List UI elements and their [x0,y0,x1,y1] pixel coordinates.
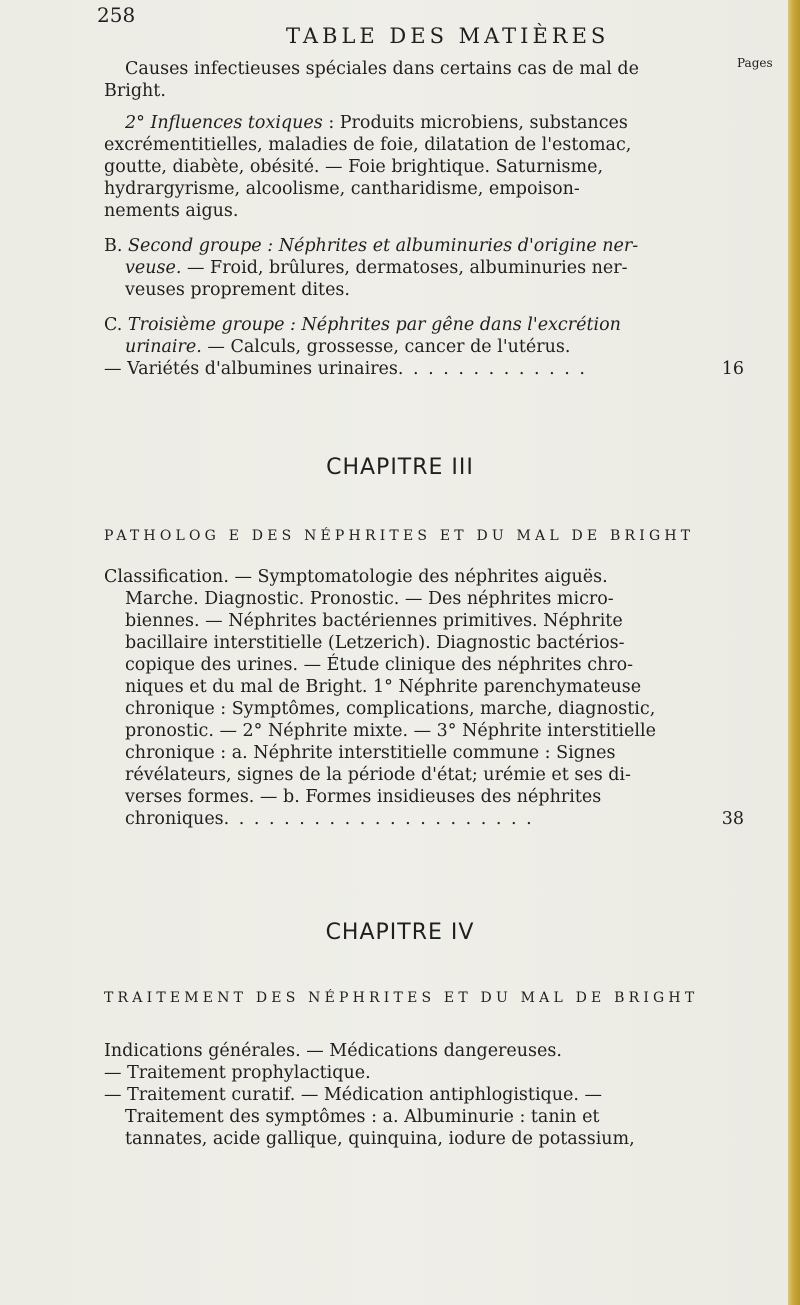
chapter-4-subtitle: TRAITEMENT DES NÉPHRITES ET DU MAL DE BRIGHT [104,990,699,1006]
toc-line [104,257,744,279]
toxic-influences-heading: 2° Influences toxiques [125,113,323,133]
leader-dots: . . . . . . . . . . . . . . . . . . . . . [223,809,534,829]
chapter-3-title: CHAPITRE III [326,455,474,480]
toc-line: verses formes. — b. Formes insidieuses des néphrites [125,787,602,807]
toc-line: excrémentitielles, maladies de foie, dilatation de l'estomac, [104,135,632,155]
page-ref: 16 [721,359,744,379]
toc-text: — Froid, brûlures, dermatoses, albuminuries ner- [181,258,628,278]
toc-line: pronostic. — 2° Néphrite mixte. — 3° Néphrite interstitielle [125,721,656,741]
toc-line: tannates, acide gallique, quinquina, iodure de potassium, [125,1129,635,1149]
toc-line: chronique : Symptômes, complications, marche, diagnostic, [125,699,656,719]
toc-line [104,336,744,358]
toc-line: biennes. — Néphrites bactériennes primitives. Néphrite [125,611,623,631]
toc-italic: urinaire. [125,337,202,357]
toc-line: chronique : a. Néphrite interstitielle commune : Signes [125,743,616,763]
gilded-page-edge [788,0,800,1305]
toc-text: : Produits microbiens, substances [322,113,628,133]
toc-italic: veuse. [125,258,182,278]
toc-line [104,112,744,134]
toc-line: hydrargyrisme, alcoolisme, cantharidisme, empoison- [104,179,580,199]
toc-text: — Variétés d'albumines urinaires [104,359,398,379]
leader-dots: . . . . . . . . . . . . . [397,359,587,379]
toc-text: chroniques [125,809,224,829]
toc-line [104,808,744,830]
toc-line: révélateurs, signes de la période d'état; urémie et ses di- [125,765,631,785]
toc-line: — Traitement curatif. — Médication antiphlogistique. — [104,1085,602,1105]
running-title: TABLE DES MATIÈRES [286,24,610,48]
toc-line: veuses proprement dites. [125,280,350,300]
second-group-heading: Second groupe : Néphrites et albuminuries d'origine ner- [128,236,639,256]
toc-line [104,314,744,336]
page-number: 258 [97,3,136,27]
toc-line: nements aigus. [104,201,239,221]
toc-line: goutte, diabète, obésité. — Foie brightique. Saturnisme, [104,157,604,177]
toc-line: Marche. Diagnostic. Pronostic. — Des néphrites micro- [125,589,614,609]
chapter-4-contents [104,1040,744,1150]
chapter-3-subtitle: PATHOLOG E DES NÉPHRITES ET DU MAL DE BRIGHT [104,528,695,544]
third-group-heading: Troisième groupe : Néphrites par gêne dans l'excrétion [127,315,621,335]
toc-line: Bright. [104,81,166,101]
toc-line [104,358,744,380]
chapter-3-contents [104,566,744,830]
toc-line: niques et du mal de Bright. 1° Néphrite parenchymateuse [125,677,642,697]
toc-line: copique des urines. — Étude clinique des néphrites chro- [125,655,634,675]
toc-line: — Traitement prophylactique. [104,1063,371,1083]
toc-line: Traitement des symptômes : a. Albuminurie : tanin et [125,1107,600,1127]
section-label-c: C. [104,315,123,335]
toc-line: Classification. — Symptomatologie des néphrites aiguës. [104,567,608,587]
pages-column-label: Pages [737,56,773,70]
section-label-b: B. [104,236,123,256]
page-ref: 38 [721,809,744,829]
toc-text: — Calculs, grossesse, cancer de l'utérus. [201,337,571,357]
toc-line: bacillaire interstitielle (Letzerich). Diagnostic bactérios- [125,633,625,653]
toc-line: Indications générales. — Médications dangereuses. [104,1041,562,1061]
toc-top-section [104,58,744,380]
toc-line: Causes infectieuses spéciales dans certains cas de mal de [125,59,639,79]
toc-line [104,235,744,257]
chapter-4-title: CHAPITRE IV [325,920,475,945]
